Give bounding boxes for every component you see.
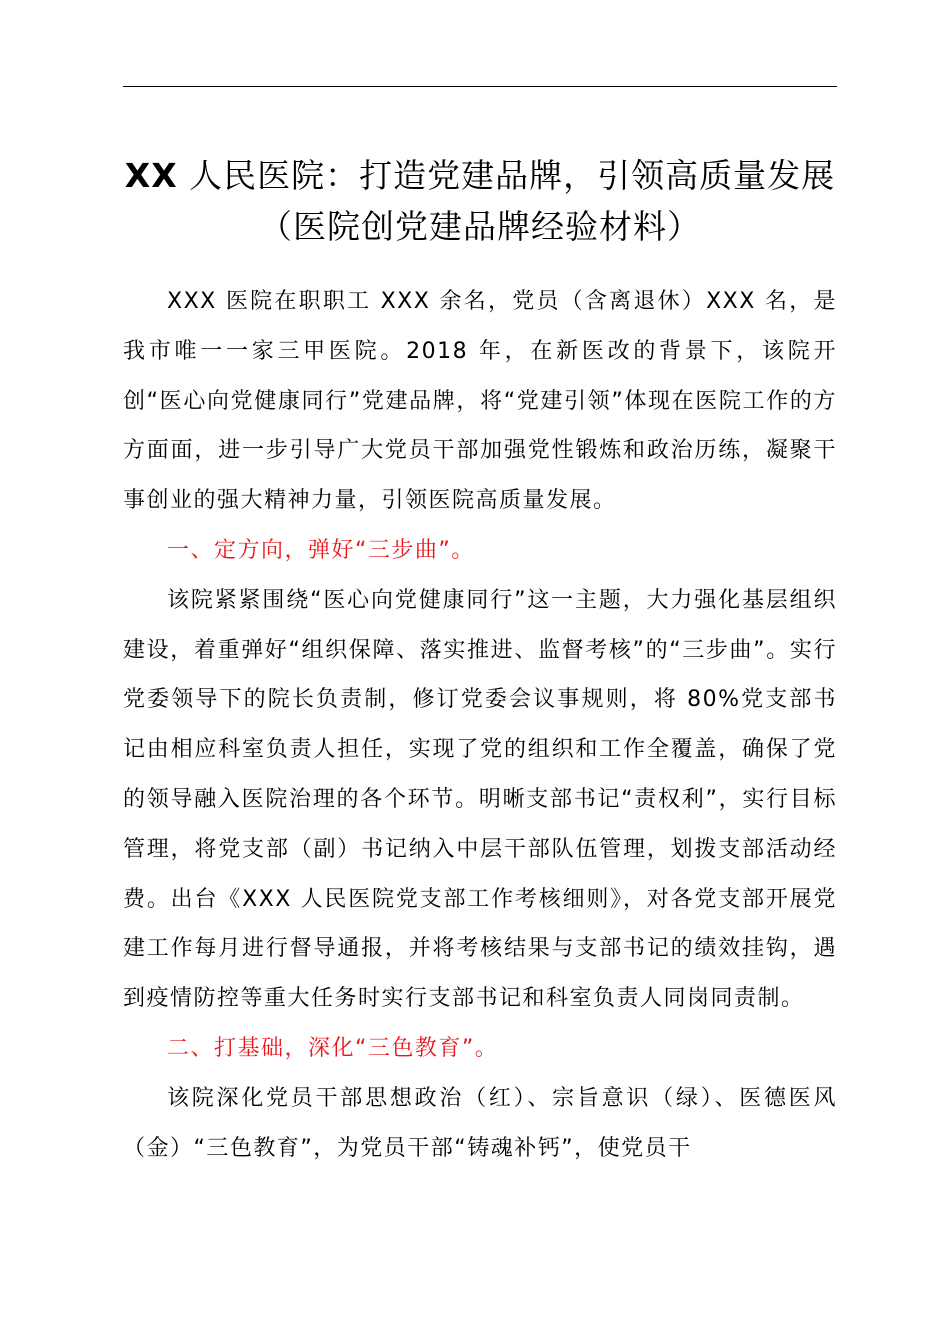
section-heading-1: 一、定方向，弹好“三步曲”。: [167, 537, 475, 563]
title-text: 人民医院：打造党建品牌，引领高质量发展（医院创党建品牌经验材料）: [177, 156, 836, 246]
document-title: [110, 150, 850, 252]
paragraph-intro: XXX 医院在职职工 XXX 余名，党员（含离退休）XXX 名，是我市唯一一家三甲医院。2018 年，在新医改的背景下，该院开创“医心向党健康同行”党建品牌，将“党建引领”体现在医院工作的方方面面，进一步引导广大党员干部加强党性锻炼和政治历练，凝聚干事创业的强大精神力量，引领医院高质量发展。: [123, 289, 837, 514]
section-heading-2: 二、打基础，深化“三色教育”。: [167, 1035, 499, 1061]
paragraph-section-2: 该院深化党员干部思想政治（红）、宗旨意识（绿）、医德医风（金）“三色教育”，为党员干部“铸魂补钙”，使党员干: [123, 1085, 837, 1161]
document-body: [123, 277, 837, 1173]
title-lead: XX: [124, 156, 178, 195]
header-rule: [123, 86, 837, 87]
paragraph-section-1: 该院紧紧围绕“医心向党健康同行”这一主题，大力强化基层组织建设，着重弹好“组织保障、落实推进、监督考核”的“三步曲”。实行党委领导下的院长负责制，修订党委会议事规则，将 80%党支部书记由相应科室负责人担任，实现了党的组织和工作全覆盖，确保了党的领导融入医院治理的各个环节。明晰支部书记“责权利”，实行目标管理，将党支部（副）书记纳入中层干部队伍管理，划拨支部活动经费。出台《XXX 人民医院党支部工作考核细则》，对各党支部开展党建工作每月进行督导通报，并将考核结果与支部书记的绩效挂钩，遇到疫情防控等重大任务时实行支部书记和科室负责人同岗同责制。: [123, 587, 837, 1012]
